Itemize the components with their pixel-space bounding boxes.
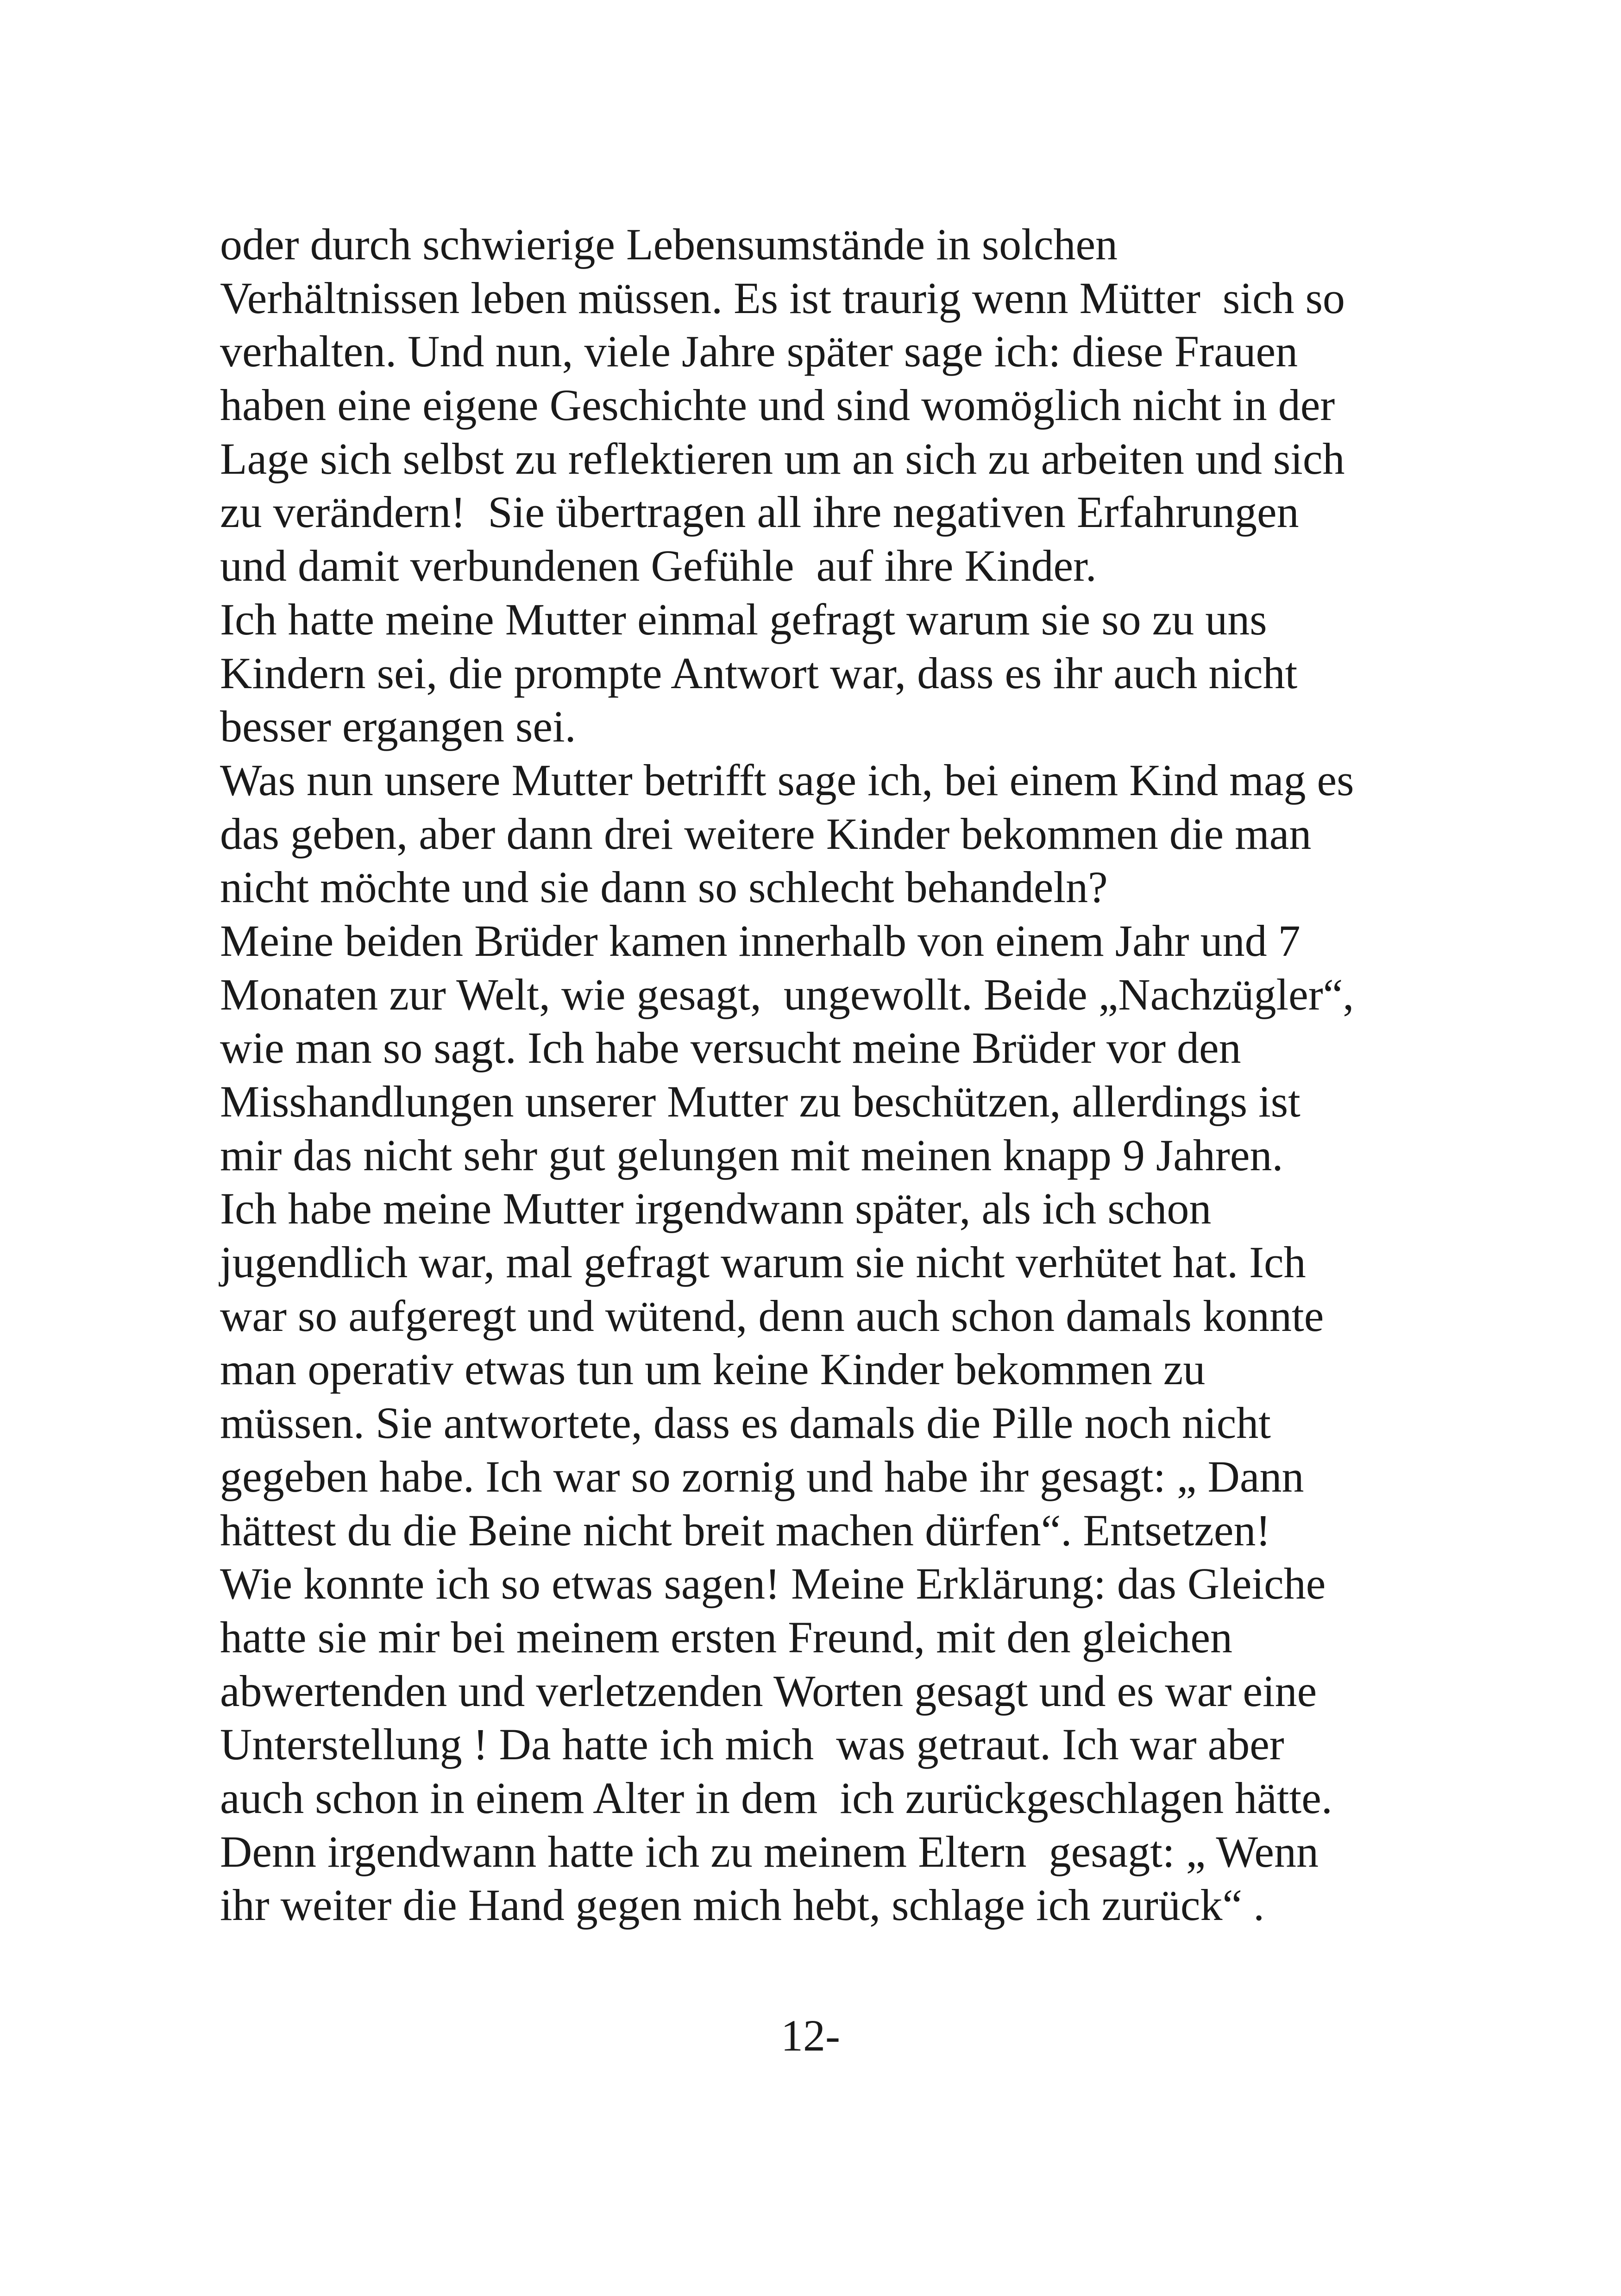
text-line: haben eine eigene Geschichte und sind womöglich nicht in der (220, 380, 1335, 430)
text-line: man operativ etwas tun um keine Kinder bekommen zu (220, 1344, 1206, 1394)
text-line: Denn irgendwann hatte ich zu meinem Eltern gesagt: „ Wenn (220, 1826, 1319, 1876)
text-line: verhalten. Und nun, viele Jahre später sage ich: diese Frauen (220, 326, 1298, 376)
page-number: 12- (781, 2011, 840, 2060)
body-text (220, 218, 1452, 1932)
text-line: Verhältnissen leben müssen. Es ist traurig wenn Mütter sich so (220, 273, 1345, 323)
text-line: mir das nicht sehr gut gelungen mit meinen knapp 9 Jahren. (220, 1130, 1283, 1180)
text-line: das geben, aber dann drei weitere Kinder bekommen die man (220, 809, 1312, 859)
text-line: auch schon in einem Alter in dem ich zurückgeschlagen hätte. (220, 1773, 1332, 1823)
text-line: Wie konnte ich so etwas sagen! Meine Erklärung: das Gleiche (220, 1559, 1326, 1609)
text-line: gegeben habe. Ich war so zornig und habe ihr gesagt: „ Dann (220, 1451, 1304, 1501)
text-line: Lage sich selbst zu reflektieren um an sich zu arbeiten und sich (220, 433, 1345, 483)
text-line: Was nun unsere Mutter betrifft sage ich, bei einem Kind mag es (220, 755, 1354, 805)
text-line: müssen. Sie antwortete, dass es damals die Pille noch nicht (220, 1398, 1271, 1448)
text-line: zu verändern! Sie übertragen all ihre negativen Erfahrungen (220, 487, 1299, 537)
text-line: nicht möchte und sie dann so schlecht behandeln? (220, 862, 1108, 912)
text-line: Unterstellung ! Da hatte ich mich was getraut. Ich war aber (220, 1719, 1284, 1769)
text-line: abwertenden und verletzenden Worten gesagt und es war eine (220, 1666, 1317, 1716)
text-line: Meine beiden Brüder kamen innerhalb von einem Jahr und 7 (220, 916, 1301, 966)
text-line: Kindern sei, die prompte Antwort war, dass es ihr auch nicht (220, 648, 1298, 698)
text-line: ihr weiter die Hand gegen mich hebt, schlage ich zurück“ . (220, 1880, 1265, 1930)
text-line: Misshandlungen unserer Mutter zu beschützen, allerdings ist (220, 1077, 1301, 1126)
text-line: hättest du die Beine nicht breit machen dürfen“. Entsetzen! (220, 1505, 1271, 1555)
text-line: oder durch schwierige Lebensumstände in solchen (220, 220, 1118, 269)
text-line: wie man so sagt. Ich habe versucht meine Brüder vor den (220, 1023, 1241, 1073)
text-line: Monaten zur Welt, wie gesagt, ungewollt. Beide „Nachzügler“, (220, 969, 1354, 1019)
text-line: jugendlich war, mal gefragt warum sie nicht verhütet hat. Ich (220, 1237, 1306, 1287)
text-line: und damit verbundenen Gefühle auf ihre Kinder. (220, 541, 1097, 591)
text-line: war so aufgeregt und wütend, denn auch schon damals konnte (220, 1291, 1324, 1341)
text-line: besser ergangen sei. (220, 702, 576, 752)
text-line: Ich habe meine Mutter irgendwann später, als ich schon (220, 1184, 1212, 1234)
text-line: Ich hatte meine Mutter einmal gefragt warum sie so zu uns (220, 594, 1267, 644)
text-line: hatte sie mir bei meinem ersten Freund, mit den gleichen (220, 1612, 1233, 1662)
